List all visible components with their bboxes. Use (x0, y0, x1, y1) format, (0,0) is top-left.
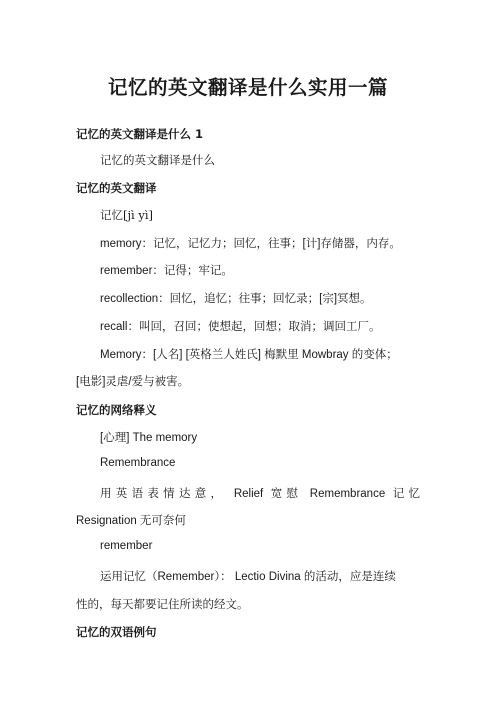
net-item-1: [心理] The memory (100, 432, 198, 444)
net-item-3-line1: 用英语表情达意， Relief 宽慰 Remembrance 记忆 (100, 488, 420, 500)
definition-memory-proper-line2: [电影]灵虐/爱与被害。 (76, 376, 190, 388)
definition-memory-proper-line1: Memory：[人名] [英格兰人姓氏] 梅默里 Mowbray 的变体； (100, 349, 398, 361)
definition-remember: remember：记得；牢记。 (100, 265, 233, 277)
definition-recollection: recollection：回忆，追忆；往事；回忆录；[宗]冥想。 (100, 293, 372, 305)
subtitle-text: 记忆的英文翻译是什么 (100, 153, 215, 167)
net-item-4: remember (100, 540, 153, 552)
net-item-2: Remembrance (100, 457, 176, 469)
section-heading-net: 记忆的网络释义 (76, 403, 157, 417)
document-title: 记忆的英文翻译是什么实用一篇 (107, 76, 388, 99)
pinyin-text: 记忆[jì yì] (100, 208, 154, 222)
definition-recall: recall：叫回，召回；使想起，回想；取消；调回工厂。 (100, 321, 381, 333)
net-item-3-line2: Resignation 无可奈何 (76, 515, 186, 527)
net-item-5-line2: 性的，每天都要记住所读的经文。 (76, 599, 249, 611)
net-item-5-line1: 运用记忆（Remember）： Lectio Divina 的活动，应是连续 (100, 571, 396, 583)
section-heading-examples: 记忆的双语例句 (76, 625, 157, 639)
section-heading-translation: 记忆的英文翻译 (76, 181, 157, 195)
definition-memory: memory：记忆，记忆力；回忆，往事；[计]存储器，内存。 (100, 238, 401, 250)
section-heading-1: 记忆的英文翻译是什么 1 (76, 127, 204, 141)
